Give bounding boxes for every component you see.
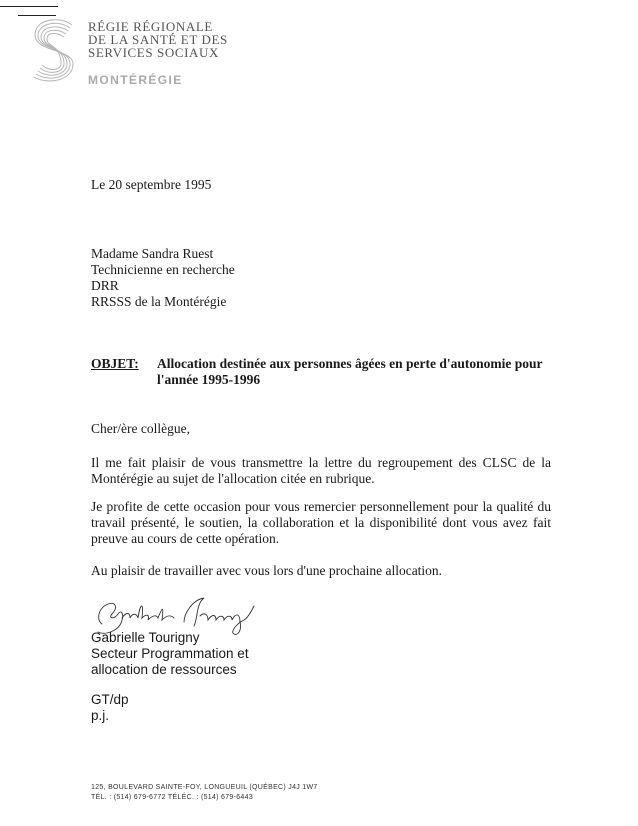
recipient-line: Madame Sandra Ruest <box>91 246 214 261</box>
recipient-line: RRSSS de la Montérégie <box>91 294 227 309</box>
org-line: SERVICES SOCIAUX <box>88 45 219 60</box>
region-name: MONTÉRÉGIE <box>88 73 183 87</box>
scan-artifact-line <box>0 6 58 7</box>
footer-address <box>91 783 318 803</box>
organization-name <box>88 20 228 59</box>
reference-initials <box>91 692 129 724</box>
signer-title: allocation de ressources <box>91 662 237 677</box>
signer-title: Secteur Programmation et <box>91 646 249 661</box>
org-line: RÉGIE RÉGIONALE <box>88 19 213 34</box>
footer-phone-line: TÉL. : (514) 679-6772 TÉLÉC. : (514) 679-6443 <box>91 794 254 801</box>
signer-name: Gabrielle Tourigny <box>91 630 200 645</box>
letter-date: Le 20 septembre 1995 <box>91 177 212 192</box>
salutation: Cher/ère collègue, <box>91 421 190 436</box>
subject-label: OBJET: <box>91 356 139 371</box>
signer-block <box>91 630 249 678</box>
footer-address-line: 125, BOULEVARD SAINTE-FOY, LONGUEUIL (QUÉBEC) J4J 1W7 <box>91 784 318 791</box>
body-paragraph: Au plaisir de travailler avec vous lors d'une prochaine allocation. <box>91 563 443 578</box>
body-paragraph: Il me fait plaisir de vous transmettre la lettre du regroupement des CLSC de la Montérégie au sujet de l'allocation citée en rubrique. <box>91 455 551 486</box>
recipient-line: Technicienne en recherche <box>91 262 235 277</box>
stylized-s-logo-icon <box>30 18 78 86</box>
initials-line: GT/dp <box>91 692 129 707</box>
body-paragraph: Je profite de cette occasion pour vous remercier personnellement pour la qualité du travail présenté, le soutien, la collaboration et la disponibilité dont vous avez fait preuve au cours de cette opération. <box>91 499 551 546</box>
org-line: DE LA SANTÉ ET DES <box>88 32 228 47</box>
scan-artifact-line <box>18 15 56 16</box>
subject-text: Allocation destinée aux personnes âgées en perte d'autonomie pour l'année 1995-1996 <box>157 356 543 387</box>
recipient-line: DRR <box>91 278 119 293</box>
recipient-block <box>91 246 235 310</box>
enclosure-line: p.j. <box>91 708 110 723</box>
